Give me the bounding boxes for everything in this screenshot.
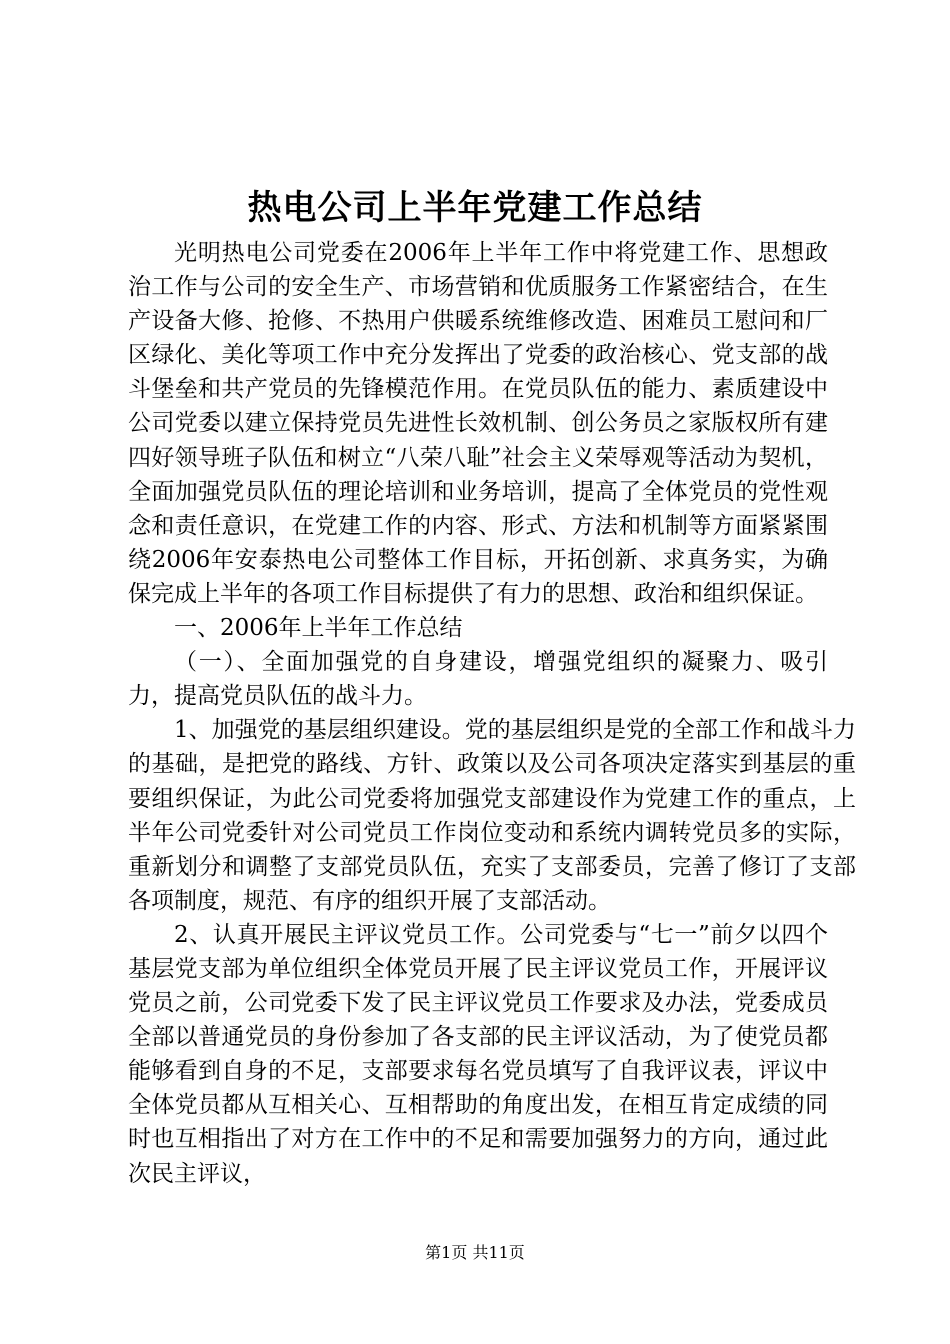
page-number-footer: 第1页 共11页 [425, 1243, 525, 1262]
section-heading: 一、2006年上半年工作总结 [174, 615, 463, 642]
paragraph-intro: 光明热电公司党委在2006年上半年工作中将党建工作、思想政治工作与公司的安全生产、市场营销和优质服务工作紧密结合，在生产设备大修、抢修、不热用户供暖系统维修改造、困难员工慰问和厂区绿化、美化等项工作中充分发挥出了党委的政治核心、党支部的战斗堡垒和共产党员的先锋模范作用。在党员队伍的能力、素质建设中公司党委以建立保持党员先进性长效机制、创公务员之家版权所有建四好领导班子队伍和树立“八荣八耻”社会主义荣辱观等活动为契机，全面加强党员队伍的理论培训和业务培训，提高了全体党员的党性观念和责任意识，在党建工作的内容、形式、方法和机制等方面紧紧围绕2006年安泰热电公司整体工作目标，开拓创新、求真务实，为确保完成上半年的各项工作目标提供了有力的思想、政治和组织保证。 [128, 240, 828, 607]
subsection-heading: （一）、全面加强党的自身建设，增强党组织的凝聚力、吸引力，提高党员队伍的战斗力。 [128, 649, 828, 710]
paragraph-item-2: 2、认真开展民主评议党员工作。公司党委与“七一”前夕以四个基层党支部为单位组织全体党员开展了民主评议党员工作，开展评议党员之前，公司党委下发了民主评议党员工作要求及办法，党委成员全部以普通党员的身份参加了各支部的民主评议活动，为了使党员都能够看到自身的不足，支部要求每名党员填写了自我评议表，评议中全体党员都从互相关心、互相帮助的角度出发，在相互肯定成绩的同时也互相指出了对方在工作中的不足和需要加强努力的方向，通过此次民主评议， [128, 921, 828, 1187]
document-body [128, 236, 856, 1191]
document-title: 热电公司上半年党建工作总结 [247, 188, 703, 228]
paragraph-item-1: 1、加强党的基层组织建设。党的基层组织是党的全部工作和战斗力的基础，是把党的路线、方针、政策以及公司各项决定落实到基层的重要组织保证，为此公司党委将加强党支部建设作为党建工作的重点，上半年公司党委针对公司党员工作岗位变动和系统内调转党员多的实际，重新划分和调整了支部党员队伍，充实了支部委员，完善了修订了支部各项制度，规范、有序的组织开展了支部活动。 [128, 717, 856, 914]
